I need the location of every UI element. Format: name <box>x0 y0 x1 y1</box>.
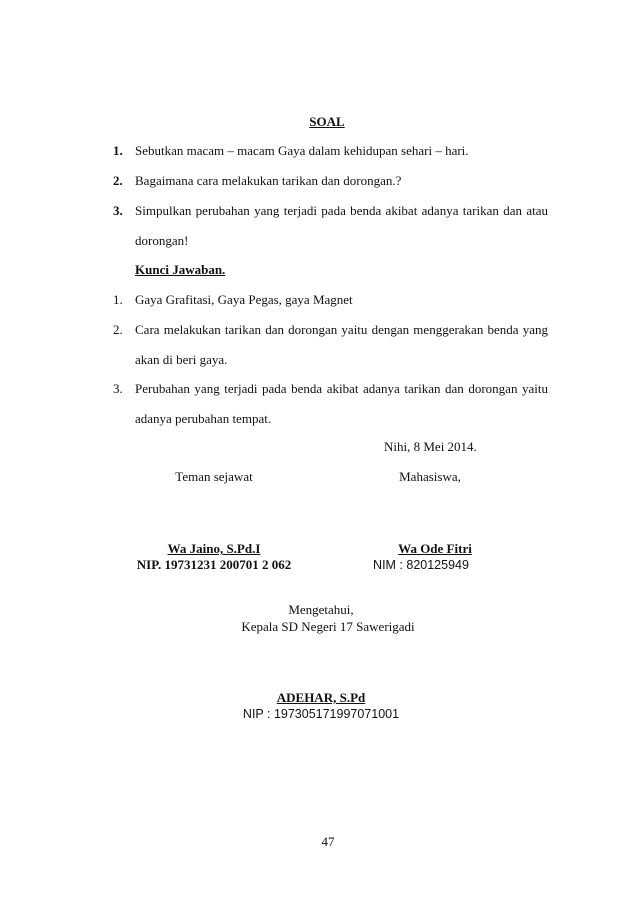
question-3-text-line2: dorongan! <box>135 233 189 248</box>
answer-key-title: Kunci Jawaban. <box>135 262 226 277</box>
answer-1-number: 1. <box>113 292 123 307</box>
right-signer-role: Mahasiswa, <box>399 469 461 484</box>
question-1-text: Sebutkan macam – macam Gaya dalam kehidupan sehari – hari. <box>135 143 469 158</box>
approval-name: ADEHAR, S.Pd <box>276 690 366 705</box>
approval-id: NIP : 197305171997071001 <box>242 707 400 721</box>
answer-3-text-line2: adanya perubahan tempat. <box>135 411 272 426</box>
approval-label: Mengetahui, <box>288 602 354 617</box>
answer-3-text-line1: Perubahan yang terjadi pada benda akibat adanya tarikan dan dorongan yaitu <box>135 381 548 396</box>
place-date: Nihi, 8 Mei 2014. <box>384 439 477 454</box>
left-signer-id: NIP. 19731231 200701 2 062 <box>136 557 292 572</box>
answer-3-number: 3. <box>113 381 123 396</box>
answer-2-number: 2. <box>113 322 123 337</box>
question-1-number: 1. <box>113 143 123 158</box>
approval-position: Kepala SD Negeri 17 Sawerigadi <box>241 619 415 634</box>
question-2-number: 2. <box>113 173 123 188</box>
question-2-text: Bagaimana cara melakukan tarikan dan dorongan.? <box>135 173 402 188</box>
page-number: 47 <box>321 834 335 849</box>
answer-1-text: Gaya Grafitasi, Gaya Pegas, gaya Magnet <box>135 292 353 307</box>
left-signer-name: Wa Jaino, S.Pd.I <box>167 541 261 556</box>
answer-2-text-line2: akan di beri gaya. <box>135 352 228 367</box>
question-3-text-line1: Simpulkan perubahan yang terjadi pada benda akibat adanya tarikan dan atau <box>135 203 548 218</box>
answer-2-text-line1: Cara melakukan tarikan dan dorongan yaitu dengan menggerakan benda yang <box>135 322 548 337</box>
right-signer-id: NIM : 820125949 <box>373 558 469 572</box>
left-signer-role: Teman sejawat <box>175 469 253 484</box>
page-title: SOAL <box>309 114 345 129</box>
right-signer-name: Wa Ode Fitri <box>398 541 472 556</box>
question-3-number: 3. <box>113 203 123 218</box>
